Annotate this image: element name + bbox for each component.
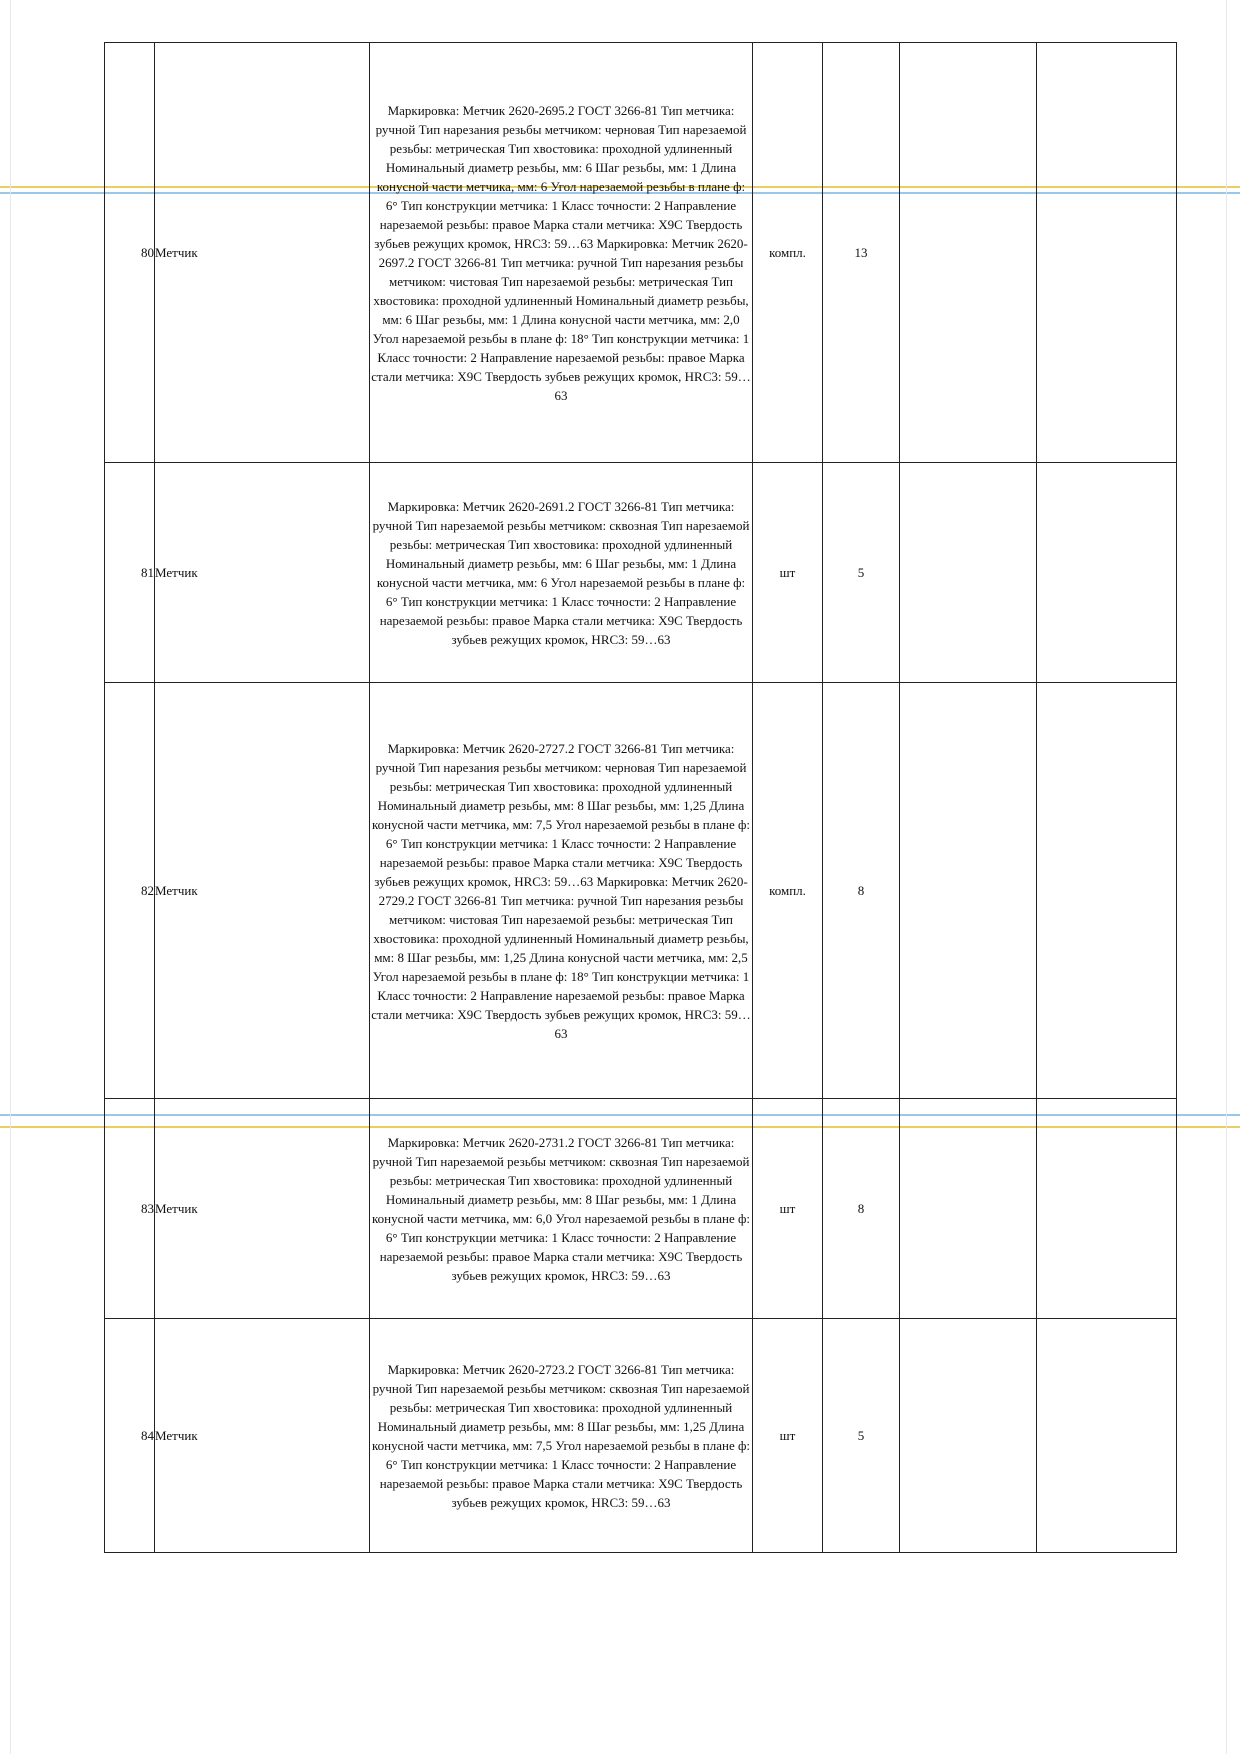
table-row xyxy=(105,1319,1177,1553)
item-name: Метчик xyxy=(155,1099,370,1319)
unit-of-measure: шт xyxy=(753,463,823,683)
item-name: Метчик xyxy=(155,1319,370,1553)
scan-edge-line xyxy=(1226,0,1227,1754)
item-description: Маркировка: Метчик 2620-2723.2 ГОСТ 3266-81 Тип метчика: ручной Тип нарезаемой резьбы метчиком: сквозная Тип нарезаемой резьбы: метрическая Тип хвостовика: проходной удлиненный Номинальный диаметр резьбы, мм: 8 Шаг резьбы, мм: 1,25 Длина конусной части метчика, мм: 7,5 Угол нарезаемой резьбы в плане ф: 6° Тип конструкции метчика: 1 Класс точности: 2 Направление нарезаемой резьбы: правое Марка стали метчика: Х9С Твердость зубьев режущих кромок, HRC3: 59…63 xyxy=(370,1319,753,1553)
empty-cell xyxy=(1037,1099,1177,1319)
empty-cell xyxy=(900,43,1037,463)
item-description: Маркировка: Метчик 2620-2727.2 ГОСТ 3266-81 Тип метчика: ручной Тип нарезания резьбы метчиком: черновая Тип нарезаемой резьбы: метрическая Тип хвостовика: проходной удлиненный Номинальный диаметр резьбы, мм: 8 Шаг резьбы, мм: 1,25 Длина конусной части метчика, мм: 7,5 Угол нарезаемой резьбы в плане ф: 6° Тип конструкции метчика: 1 Класс точности: 2 Направление нарезаемой резьбы: правое Марка стали метчика: Х9С Твердость зубьев режущих кромок, HRC3: 59…63 Маркировка: Метчик 2620-2729.2 ГОСТ 3266-81 Тип метчика: ручной Тип нарезания резьбы метчиком: чистовая Тип нарезаемой резьбы: метрическая Тип хвостовика: проходной удлиненный Номинальный диаметр резьбы, мм: 8 Шаг резьбы, мм: 1,25 Длина конусной части метчика, мм: 2,5 Угол нарезаемой резьбы в плане ф: 18° Тип конструкции метчика: 1 Класс точности: 2 Направление нарезаемой резьбы: правое Марка стали метчика: Х9С Твердость зубьев режущих кромок, HRC3: 59…63 xyxy=(370,683,753,1099)
empty-cell xyxy=(900,1319,1037,1553)
empty-cell xyxy=(1037,1319,1177,1553)
empty-cell xyxy=(1037,683,1177,1099)
unit-of-measure: компл. xyxy=(753,683,823,1099)
item-description: Маркировка: Метчик 2620-2691.2 ГОСТ 3266-81 Тип метчика: ручной Тип нарезаемой резьбы метчиком: сквозная Тип нарезаемой резьбы: метрическая Тип хвостовика: проходной удлиненный Номинальный диаметр резьбы, мм: 6 Шаг резьбы, мм: 1 Длина конусной части метчика, мм: 6 Угол нарезаемой резьбы в плане ф: 6° Тип конструкции метчика: 1 Класс точности: 2 Направление нарезаемой резьбы: правое Марка стали метчика: Х9С Твердость зубьев режущих кромок, HRC3: 59…63 xyxy=(370,463,753,683)
row-number: 84 xyxy=(105,1319,155,1553)
empty-cell xyxy=(900,683,1037,1099)
table-row xyxy=(105,683,1177,1099)
empty-cell xyxy=(900,1099,1037,1319)
item-description: Маркировка: Метчик 2620-2731.2 ГОСТ 3266-81 Тип метчика: ручной Тип нарезаемой резьбы метчиком: сквозная Тип нарезаемой резьбы: метрическая Тип хвостовика: проходной удлиненный Номинальный диаметр резьбы, мм: 8 Шаг резьбы, мм: 1 Длина конусной части метчика, мм: 6,0 Угол нарезаемой резьбы в плане ф: 6° Тип конструкции метчика: 1 Класс точности: 2 Направление нарезаемой резьбы: правое Марка стали метчика: Х9С Твердость зубьев режущих кромок, HRC3: 59…63 xyxy=(370,1099,753,1319)
item-name: Метчик xyxy=(155,463,370,683)
row-number: 82 xyxy=(105,683,155,1099)
quantity: 8 xyxy=(823,683,900,1099)
table-row xyxy=(105,43,1177,463)
row-number: 80 xyxy=(105,43,155,463)
unit-of-measure: шт xyxy=(753,1099,823,1319)
empty-cell xyxy=(900,463,1037,683)
item-name: Метчик xyxy=(155,43,370,463)
row-number: 83 xyxy=(105,1099,155,1319)
unit-of-measure: шт xyxy=(753,1319,823,1553)
table-row xyxy=(105,463,1177,683)
item-name: Метчик xyxy=(155,683,370,1099)
quantity: 13 xyxy=(823,43,900,463)
scan-edge-line xyxy=(10,0,11,1754)
table-row xyxy=(105,1099,1177,1319)
quantity: 5 xyxy=(823,463,900,683)
specification-table xyxy=(104,42,1177,1553)
quantity: 8 xyxy=(823,1099,900,1319)
item-description: Маркировка: Метчик 2620-2695.2 ГОСТ 3266-81 Тип метчика: ручной Тип нарезания резьбы метчиком: черновая Тип нарезаемой резьбы: метрическая Тип хвостовика: проходной удлиненный Номинальный диаметр резьбы, мм: 6 Шаг резьбы, мм: 1 Длина конусной части метчика, мм: 6 Угол нарезаемой резьбы в плане ф: 6° Тип конструкции метчика: 1 Класс точности: 2 Направление нарезаемой резьбы: правое Марка стали метчика: Х9С Твердость зубьев режущих кромок, HRC3: 59…63 Маркировка: Метчик 2620-2697.2 ГОСТ 3266-81 Тип метчика: ручной Тип нарезания резьбы метчиком: чистовая Тип нарезаемой резьбы: метрическая Тип хвостовика: проходной удлиненный Номинальный диаметр резьбы, мм: 6 Шаг резьбы, мм: 1 Длина конусной части метчика, мм: 2,0 Угол нарезаемой резьбы в плане ф: 18° Тип конструкции метчика: 1 Класс точности: 2 Направление нарезаемой резьбы: правое Марка стали метчика: Х9С Твердость зубьев режущих кромок, HRC3: 59…63 xyxy=(370,43,753,463)
unit-of-measure: компл. xyxy=(753,43,823,463)
quantity: 5 xyxy=(823,1319,900,1553)
empty-cell xyxy=(1037,463,1177,683)
empty-cell xyxy=(1037,43,1177,463)
row-number: 81 xyxy=(105,463,155,683)
